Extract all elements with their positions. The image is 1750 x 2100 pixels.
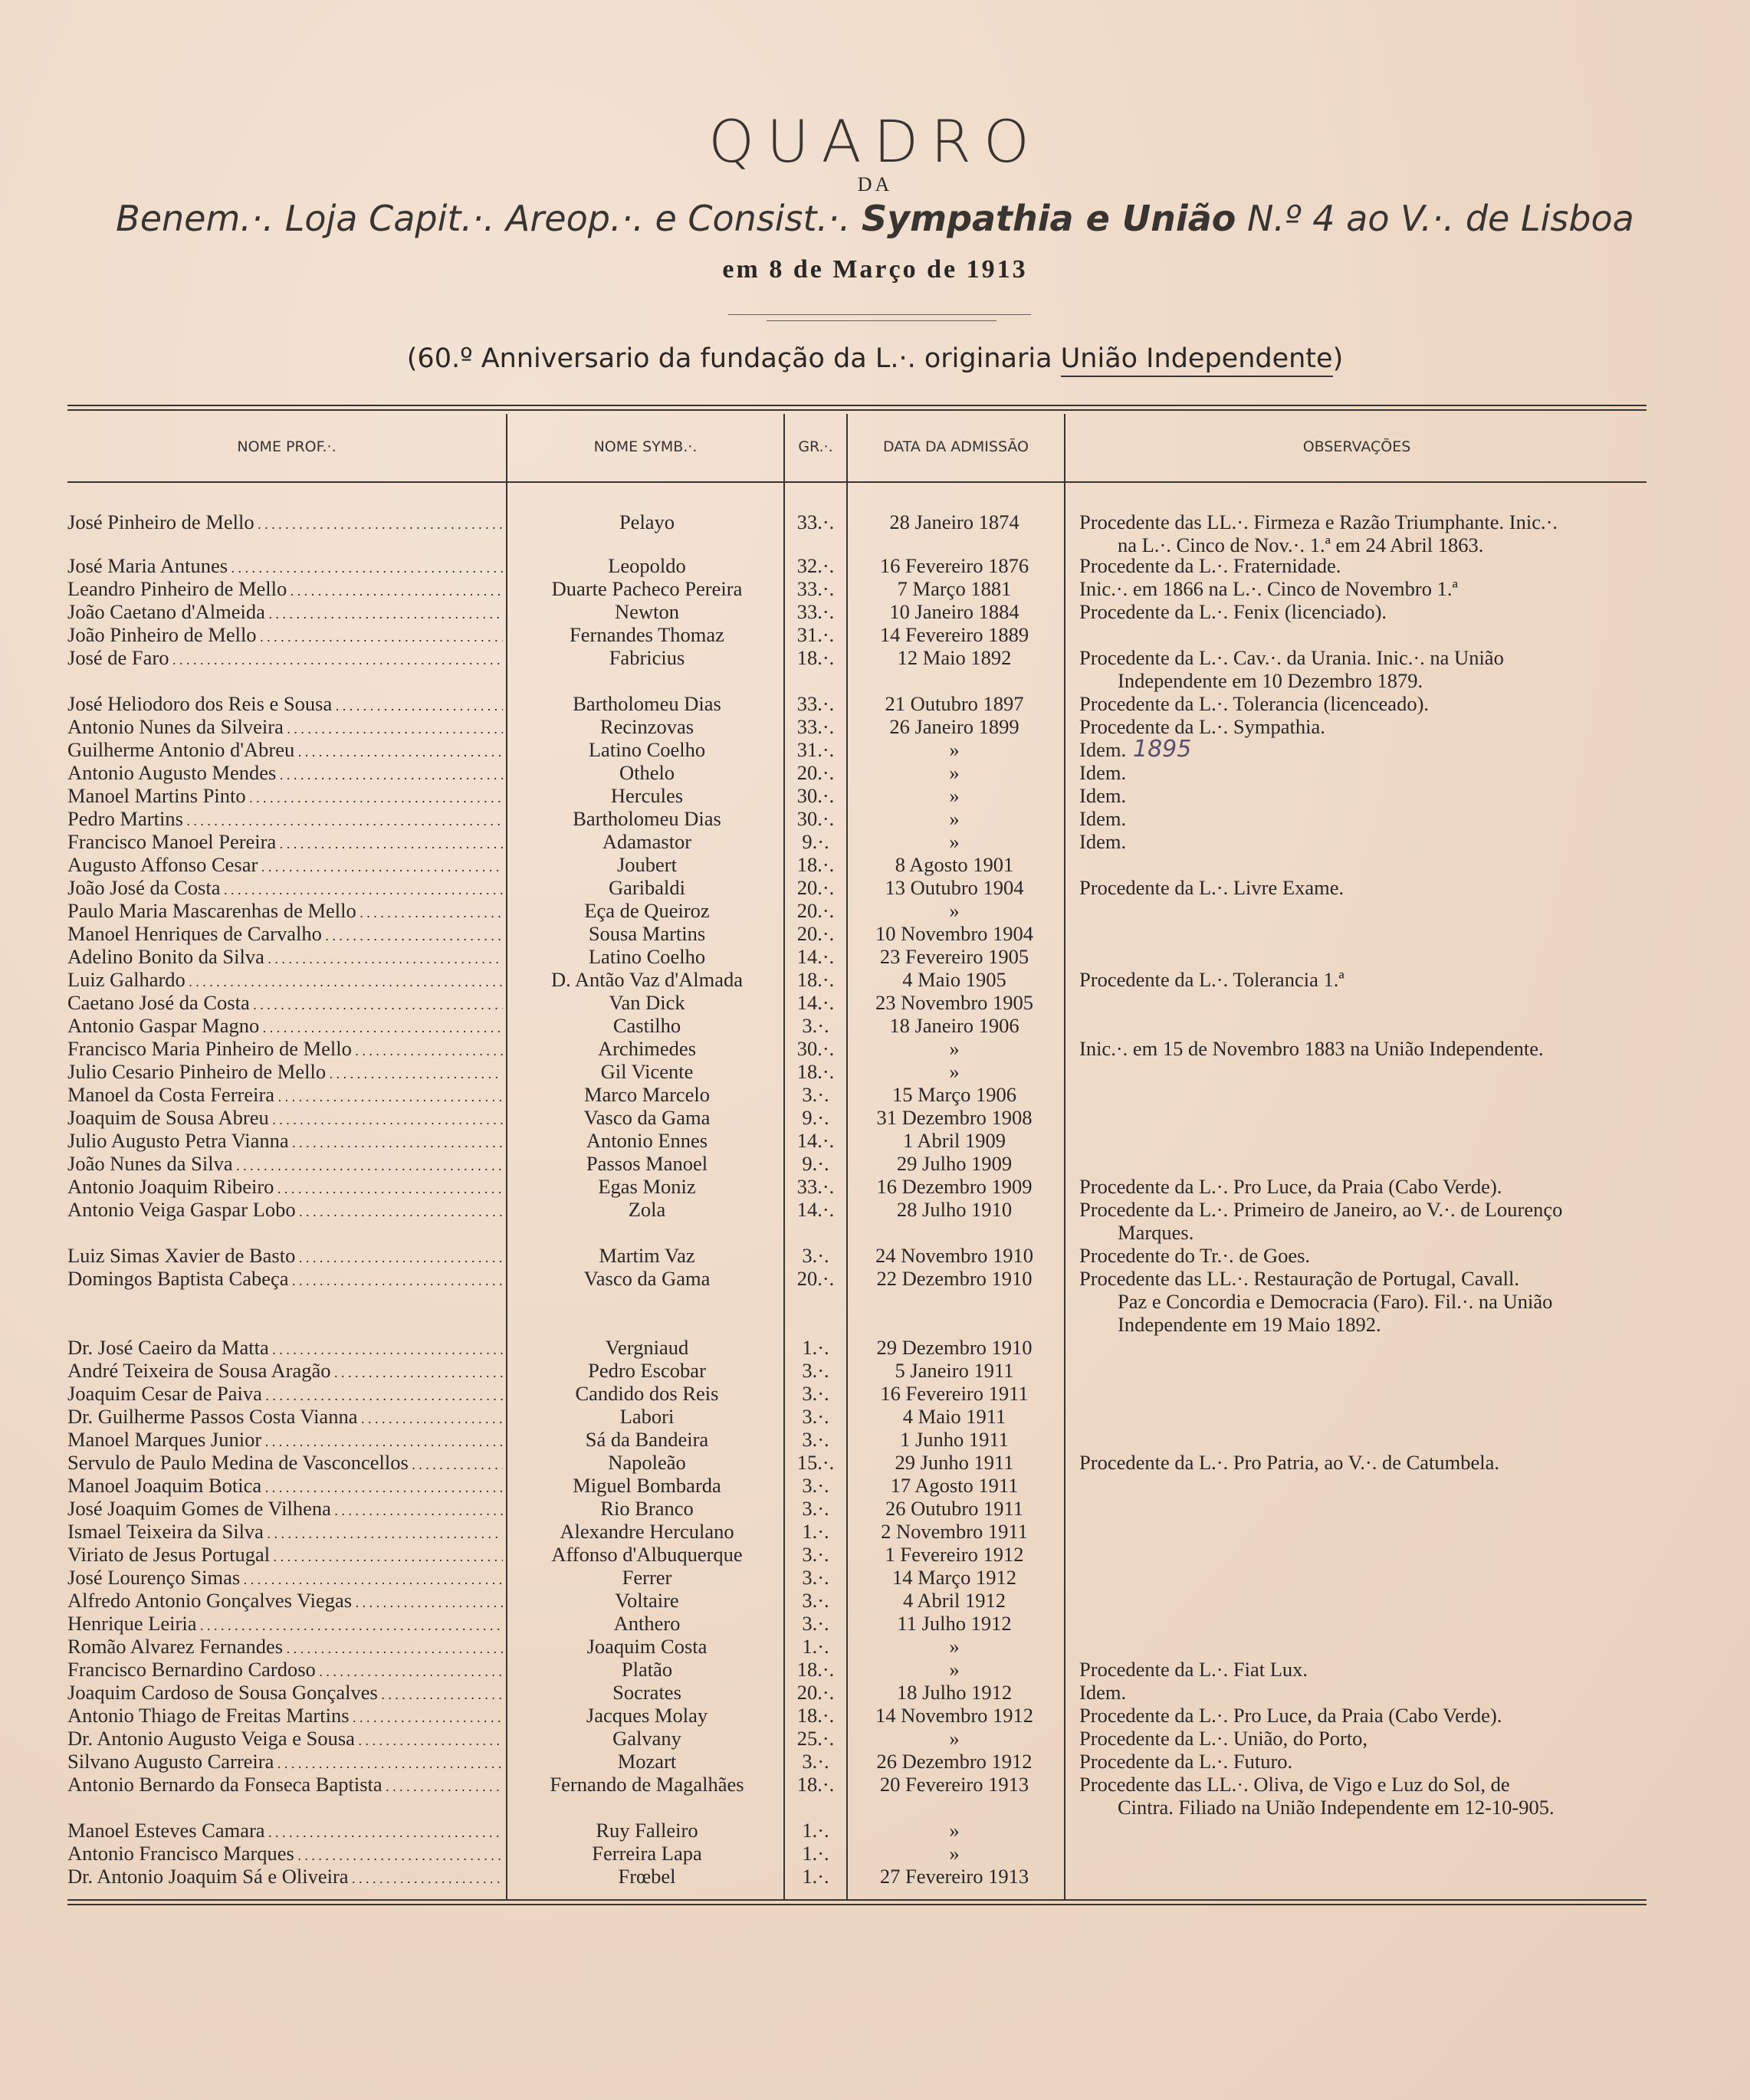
- member-admission-date: »: [949, 899, 960, 922]
- member-admission-date: 16 Fevereiro 1911: [880, 1382, 1029, 1405]
- member-degree: 20.·.: [796, 922, 835, 945]
- member-symbolic-name: Latino Coelho: [588, 945, 706, 968]
- member-admission-date: 23 Fevereiro 1905: [879, 945, 1029, 968]
- column-header-symbolic: NOME SYMB.·.: [593, 438, 698, 455]
- member-symbolic-name: Fabricius: [609, 646, 685, 669]
- member-symbolic-name: Ruy Falleiro: [596, 1819, 698, 1842]
- member-degree: 14.·.: [796, 1129, 835, 1152]
- lodge-title: [0, 198, 1750, 239]
- member-name: Manoel da Costa Ferreira . . .: [67, 1083, 503, 1108]
- member-name: Luiz Galhardo . . .: [67, 968, 503, 993]
- member-degree: 3.·.: [802, 1083, 829, 1106]
- member-symbolic-name: Fernandes Thomaz: [570, 623, 724, 646]
- member-admission-date: 10 Janeiro 1884: [889, 600, 1019, 623]
- member-admission-date: 13 Outubro 1904: [885, 876, 1024, 899]
- handwritten-note: 1895: [1133, 736, 1192, 763]
- document-date: em 8 de Março de 1913: [722, 255, 1028, 284]
- member-admission-date: 18 Julho 1912: [896, 1681, 1013, 1704]
- member-admission-date: 26 Outubro 1911: [885, 1497, 1024, 1520]
- observation-line: Procedente da L.·. Futuro.: [1079, 1750, 1293, 1773]
- member-degree: 18.·.: [796, 1704, 835, 1727]
- column-header-name: NOME PROF.·.: [237, 438, 337, 455]
- observation-line: Procedente da L.·. União, do Porto,: [1079, 1727, 1368, 1750]
- member-symbolic-name: Leopoldo: [608, 554, 686, 577]
- member-admission-date: »: [949, 1842, 960, 1865]
- member-admission-date: 14 Março 1912: [892, 1566, 1016, 1589]
- member-degree: 9.·.: [802, 830, 829, 853]
- member-symbolic-name: Ferreira Lapa: [592, 1842, 702, 1865]
- member-name: João Nunes da Silva . . .: [67, 1152, 503, 1177]
- member-admission-date: 1 Junho 1911: [900, 1428, 1009, 1451]
- member-observation: [1079, 761, 1670, 784]
- member-symbolic-name: Anthero: [613, 1612, 681, 1635]
- member-admission-date: »: [949, 1727, 960, 1750]
- member-degree: 20.·.: [796, 1681, 835, 1704]
- member-admission-date: 26 Janeiro 1899: [889, 715, 1019, 738]
- member-symbolic-name: Affonso d'Albuquerque: [551, 1543, 743, 1566]
- member-degree: 3.·.: [802, 1497, 829, 1520]
- member-degree: 3.·.: [802, 1543, 829, 1566]
- member-symbolic-name: Socrates: [612, 1681, 681, 1704]
- column-divider: [1064, 414, 1065, 1899]
- member-admission-date: 27 Fevereiro 1913: [879, 1865, 1029, 1888]
- member-admission-date: »: [949, 738, 960, 761]
- member-symbolic-name: Eça de Queiroz: [584, 899, 710, 922]
- member-admission-date: 16 Fevereiro 1876: [879, 554, 1029, 577]
- observation-line: Idem.: [1079, 1681, 1127, 1704]
- member-symbolic-name: Hercules: [610, 784, 684, 807]
- observation-line: Idem.: [1079, 761, 1127, 784]
- observation-continuation: na L.·. Cinco de Nov.·. 1.ª em 24 Abril 1863.: [1118, 533, 1484, 556]
- member-admission-date: »: [949, 784, 960, 807]
- member-observation: [1079, 510, 1670, 556]
- member-admission-date: 11 Julho 1912: [897, 1612, 1012, 1635]
- member-symbolic-name: Napoleão: [608, 1451, 686, 1474]
- member-degree: 14.·.: [796, 991, 835, 1014]
- member-name: José de Faro . . .: [67, 646, 503, 671]
- member-degree: 1.·.: [802, 1842, 829, 1865]
- anniversary-close: ): [1332, 343, 1344, 374]
- member-name: Antonio Augusto Mendes . . .: [67, 761, 503, 786]
- column-header-observations: OBSERVAÇÕES: [1302, 438, 1411, 455]
- member-degree: 31.·.: [796, 623, 835, 646]
- member-name: Paulo Maria Mascarenhas de Mello . . .: [67, 899, 503, 924]
- member-admission-date: 4 Maio 1905: [902, 968, 1006, 991]
- lodge-suffix: N.º 4 ao V.·. de Lisboa: [1246, 198, 1634, 239]
- member-symbolic-name: Garibaldi: [608, 876, 686, 899]
- member-degree: 20.·.: [796, 1267, 835, 1290]
- member-symbolic-name: Jacques Molay: [586, 1704, 708, 1727]
- member-symbolic-name: Archimedes: [597, 1037, 697, 1060]
- member-symbolic-name: Vasco da Gama: [583, 1106, 711, 1129]
- member-symbolic-name: Miguel Bombarda: [573, 1474, 721, 1497]
- member-name: Leandro Pinheiro de Mello . . .: [67, 577, 503, 602]
- member-observation: [1079, 1451, 1670, 1474]
- member-symbolic-name: D. Antão Vaz d'Almada: [550, 968, 744, 991]
- member-admission-date: 4 Maio 1911: [902, 1405, 1006, 1428]
- member-degree: 14.·.: [796, 1198, 835, 1221]
- member-symbolic-name: Bartholomeu Dias: [573, 807, 721, 830]
- table-top-rule-2: [67, 409, 1647, 411]
- observation-line: Procedente das LL.·. Restauração de Portugal, Cavall.: [1079, 1267, 1519, 1290]
- separator-rule: [728, 314, 1031, 315]
- member-observation: [1079, 1198, 1670, 1244]
- member-degree: 1.·.: [802, 1520, 829, 1543]
- member-degree: 3.·.: [802, 1566, 829, 1589]
- member-degree: 3.·.: [802, 1244, 829, 1267]
- member-symbolic-name: Joubert: [616, 853, 677, 876]
- member-symbolic-name: Mozart: [617, 1750, 677, 1773]
- member-name: Servulo de Paulo Medina de Vasconcellos . . .: [67, 1451, 503, 1476]
- observation-line: Procedente da L.·. Fiat Lux.: [1079, 1658, 1308, 1681]
- member-name: Ismael Teixeira da Silva . . .: [67, 1520, 503, 1545]
- observation-line: Procedente da L.·. Pro Luce, da Praia (Cabo Verde).: [1079, 1175, 1502, 1198]
- member-name: André Teixeira de Sousa Aragão . . .: [67, 1359, 503, 1384]
- column-header-degree: GR.·.: [798, 438, 833, 455]
- member-degree: 3.·.: [802, 1428, 829, 1451]
- member-name: Antonio Veiga Gaspar Lobo . . .: [67, 1198, 503, 1223]
- member-symbolic-name: Galvany: [612, 1727, 681, 1750]
- member-admission-date: 28 Julho 1910: [896, 1198, 1013, 1221]
- member-name: Antonio Bernardo da Fonseca Baptista . . .: [67, 1773, 503, 1798]
- member-observation: [1079, 1750, 1670, 1773]
- member-observation: [1079, 1773, 1670, 1819]
- title-connector: DA: [857, 173, 893, 195]
- column-header-admission: DATA DA ADMISSÃO: [882, 438, 1029, 455]
- member-symbolic-name: Recinzovas: [599, 715, 694, 738]
- member-observation: [1079, 876, 1670, 899]
- member-symbolic-name: Newton: [615, 600, 679, 623]
- member-admission-date: 22 Dezembro 1910: [876, 1267, 1033, 1290]
- member-symbolic-name: Alexandre Herculano: [560, 1520, 734, 1543]
- observation-line: Procedente da L.·. Tolerancia (licenceado).: [1079, 692, 1430, 715]
- member-name: Romão Alvarez Fernandes . . .: [67, 1635, 503, 1660]
- member-degree: 20.·.: [796, 761, 835, 784]
- observation-continuation: Cintra. Filiado na União Independente em 12-10-905.: [1118, 1796, 1555, 1819]
- observation-line: Procedente da L.·. Sympathia.: [1079, 715, 1325, 738]
- member-degree: 30.·.: [796, 1037, 835, 1060]
- member-degree: 18.·.: [796, 1658, 835, 1681]
- member-admission-date: 21 Outubro 1897: [885, 692, 1024, 715]
- member-degree: 32.·.: [796, 554, 835, 577]
- member-name: Silvano Augusto Carreira . . .: [67, 1750, 503, 1775]
- member-symbolic-name: Rio Branco: [600, 1497, 694, 1520]
- member-admission-date: 29 Julho 1909: [896, 1152, 1013, 1175]
- lodge-name: Sympathia e União: [862, 198, 1236, 239]
- member-admission-date: »: [949, 1819, 960, 1842]
- member-degree: 3.·.: [802, 1750, 829, 1773]
- member-degree: 30.·.: [796, 784, 835, 807]
- member-symbolic-name: Vasco da Gama: [583, 1267, 711, 1290]
- member-admission-date: 24 Novembro 1910: [875, 1244, 1034, 1267]
- member-observation: [1079, 554, 1670, 577]
- member-degree: 3.·.: [802, 1014, 829, 1037]
- member-observation: [1079, 1037, 1670, 1060]
- member-name: João José da Costa . . .: [67, 876, 503, 901]
- member-symbolic-name: Marco Marcelo: [583, 1083, 711, 1106]
- member-admission-date: 20 Fevereiro 1913: [879, 1773, 1029, 1796]
- member-admission-date: 1 Fevereiro 1912: [885, 1543, 1024, 1566]
- member-observation: [1079, 968, 1670, 991]
- member-admission-date: »: [949, 761, 960, 784]
- member-degree: 14.·.: [796, 945, 835, 968]
- member-observation: [1079, 1727, 1670, 1750]
- member-name: João Caetano d'Almeida . . .: [67, 600, 503, 625]
- member-observation: [1079, 1175, 1670, 1198]
- observation-line: Procedente da L.·. Fenix (licenciado).: [1079, 600, 1387, 623]
- member-observation: [1079, 1267, 1670, 1336]
- member-name: Antonio Nunes da Silveira . . .: [67, 715, 503, 740]
- member-degree: 18.·.: [796, 1773, 835, 1796]
- member-observation: [1079, 1244, 1670, 1267]
- member-degree: 31.·.: [796, 738, 835, 761]
- observation-line: Inic.·. em 15 de Novembro 1883 na União Independente.: [1079, 1037, 1544, 1060]
- column-divider: [506, 414, 507, 1899]
- member-admission-date: 8 Agosto 1901: [895, 853, 1014, 876]
- member-admission-date: 28 Janeiro 1874: [889, 510, 1019, 533]
- member-name: Manoel Henriques de Carvalho . . .: [67, 922, 503, 947]
- member-name: Francisco Manoel Pereira . . .: [67, 830, 503, 855]
- member-degree: 3.·.: [802, 1612, 829, 1635]
- member-symbolic-name: Castilho: [612, 1014, 681, 1037]
- member-name: José Lourenço Simas . . .: [67, 1566, 503, 1591]
- member-admission-date: 29 Dezembro 1910: [876, 1336, 1033, 1359]
- member-symbolic-name: Sá da Bandeira: [585, 1428, 709, 1451]
- member-name: Antonio Gaspar Magno . . .: [67, 1014, 503, 1039]
- member-degree: 20.·.: [796, 876, 835, 899]
- member-symbolic-name: Zola: [628, 1198, 666, 1221]
- member-symbolic-name: Bartholomeu Dias: [573, 692, 721, 715]
- member-name: Alfredo Antonio Gonçalves Viegas . . .: [67, 1589, 503, 1614]
- member-degree: 18.·.: [796, 853, 835, 876]
- member-name: Joaquim Cesar de Paiva . . .: [67, 1382, 503, 1407]
- member-name: Henrique Leiria . . .: [67, 1612, 503, 1637]
- member-name: Dr. Antonio Joaquim Sá e Oliveira . . .: [67, 1865, 503, 1890]
- member-observation: [1079, 646, 1670, 692]
- observation-line: Idem.: [1079, 784, 1127, 807]
- member-symbolic-name: Antonio Ennes: [586, 1129, 708, 1152]
- member-name: Julio Augusto Petra Vianna . . .: [67, 1129, 503, 1154]
- member-admission-date: 26 Dezembro 1912: [876, 1750, 1033, 1773]
- observation-continuation: Paz e Concordia e Democracia (Faro). Fil.·. na União: [1118, 1290, 1553, 1313]
- observation-continuation: Marques.: [1118, 1221, 1194, 1244]
- member-symbolic-name: Adamastor: [602, 830, 692, 853]
- member-admission-date: 4 Abril 1912: [903, 1589, 1006, 1612]
- member-symbolic-name: Ferrer: [622, 1566, 672, 1589]
- member-degree: 15.·.: [796, 1451, 835, 1474]
- member-admission-date: 14 Novembro 1912: [875, 1704, 1034, 1727]
- member-admission-date: 7 Março 1881: [897, 577, 1012, 600]
- member-degree: 3.·.: [802, 1405, 829, 1428]
- member-degree: 20.·.: [796, 899, 835, 922]
- member-name: Francisco Maria Pinheiro de Mello . . .: [67, 1037, 503, 1062]
- member-symbolic-name: Passos Manoel: [586, 1152, 708, 1175]
- member-degree: 18.·.: [796, 646, 835, 669]
- member-degree: 30.·.: [796, 807, 835, 830]
- member-admission-date: 10 Novembro 1904: [875, 922, 1034, 945]
- member-degree: 33.·.: [796, 577, 835, 600]
- member-admission-date: 31 Dezembro 1908: [876, 1106, 1033, 1129]
- header-bottom-rule: [67, 481, 1647, 483]
- member-admission-date: 18 Janeiro 1906: [889, 1014, 1019, 1037]
- member-admission-date: 29 Junho 1911: [895, 1451, 1014, 1474]
- member-symbolic-name: Van Dick: [609, 991, 685, 1014]
- member-symbolic-name: Candido dos Reis: [575, 1382, 719, 1405]
- member-degree: 1.·.: [802, 1336, 829, 1359]
- member-degree: 9.·.: [802, 1152, 829, 1175]
- observation-line: Procedente da L.·. Primeiro de Janeiro, ao V.·. de Lourenço: [1079, 1198, 1563, 1221]
- member-symbolic-name: Sousa Martins: [588, 922, 706, 945]
- member-admission-date: 17 Agosto 1911: [890, 1474, 1019, 1497]
- member-name: Viriato de Jesus Portugal . . .: [67, 1543, 503, 1568]
- member-name: Luiz Simas Xavier de Basto . . .: [67, 1244, 503, 1269]
- observation-line: Procedente do Tr.·. de Goes.: [1079, 1244, 1311, 1267]
- member-degree: 9.·.: [802, 1106, 829, 1129]
- member-name: Pedro Martins . . .: [67, 807, 503, 832]
- member-symbolic-name: Pelayo: [619, 510, 675, 533]
- member-name: José Joaquim Gomes de Vilhena . . .: [67, 1497, 503, 1522]
- member-degree: 3.·.: [802, 1359, 829, 1382]
- member-admission-date: 1 Abril 1909: [903, 1129, 1006, 1152]
- table-bottom-rule-2: [67, 1904, 1647, 1905]
- observation-line: Procedente da L.·. Livre Exame.: [1079, 876, 1345, 899]
- member-symbolic-name: Voltaire: [615, 1589, 679, 1612]
- member-degree: 1.·.: [802, 1819, 829, 1842]
- member-observation: [1079, 1658, 1670, 1681]
- member-degree: 33.·.: [796, 510, 835, 533]
- member-symbolic-name: Gil Vicente: [600, 1060, 694, 1083]
- member-admission-date: »: [949, 1635, 960, 1658]
- member-admission-date: »: [949, 1037, 960, 1060]
- member-name: Francisco Bernardino Cardoso . . .: [67, 1658, 503, 1683]
- member-admission-date: 16 Dezembro 1909: [876, 1175, 1033, 1198]
- observation-line: Procedente da L.·. Fraternidade.: [1079, 554, 1341, 577]
- member-name: Augusto Affonso Cesar . . .: [67, 853, 503, 878]
- member-admission-date: 15 Março 1906: [892, 1083, 1016, 1106]
- member-name: Dr. Antonio Augusto Veiga e Sousa . . .: [67, 1727, 503, 1752]
- member-admission-date: »: [949, 1658, 960, 1681]
- member-degree: 25.·.: [796, 1727, 835, 1750]
- member-admission-date: 12 Maio 1892: [897, 646, 1012, 669]
- member-name: João Pinheiro de Mello . . .: [67, 623, 503, 648]
- observation-line: Inic.·. em 1866 na L.·. Cinco de Novembro 1.ª: [1079, 577, 1458, 600]
- member-name: Adelino Bonito da Silva . . .: [67, 945, 503, 970]
- observation-line: Idem.: [1079, 830, 1127, 853]
- table-bottom-rule: [67, 1899, 1647, 1901]
- member-name: Manoel Esteves Camara . . .: [67, 1819, 503, 1844]
- anniversary-text: (60.º Anniversario da fundação da L.·. originaria: [406, 343, 1052, 374]
- member-degree: 18.·.: [796, 968, 835, 991]
- member-name: Antonio Francisco Marques . . .: [67, 1842, 503, 1867]
- anniversary-lodge: União Independente: [1061, 343, 1333, 377]
- member-observation: [1079, 577, 1670, 600]
- member-admission-date: 14 Fevereiro 1889: [879, 623, 1029, 646]
- member-symbolic-name: Duarte Pacheco Pereira: [551, 577, 743, 600]
- member-admission-date: 2 Novembro 1911: [881, 1520, 1028, 1543]
- member-name: José Heliodoro dos Reis e Sousa . . .: [67, 692, 503, 717]
- member-observation: [1079, 1681, 1670, 1704]
- member-symbolic-name: Vergniaud: [605, 1336, 689, 1359]
- lodge-prefix: Benem.·. Loja Capit.·. Areop.·. e Consist.·.: [116, 198, 851, 239]
- member-degree: 3.·.: [802, 1474, 829, 1497]
- observation-line: Idem.: [1079, 738, 1127, 761]
- observation-line: Procedente da L.·. Tolerancia 1.ª: [1079, 968, 1345, 991]
- document-title: QUADRO: [708, 107, 1042, 176]
- member-name: Joaquim de Sousa Abreu . . .: [67, 1106, 503, 1131]
- member-name: Manoel Martins Pinto . . .: [67, 784, 503, 809]
- member-observation: [1079, 600, 1670, 623]
- member-degree: 3.·.: [802, 1382, 829, 1405]
- member-name: Guilherme Antonio d'Abreu . . .: [67, 738, 503, 763]
- observation-line: Procedente da L.·. Pro Patria, ao V.·. de Catumbela.: [1079, 1451, 1500, 1474]
- member-name: José Pinheiro de Mello . . .: [67, 510, 503, 536]
- member-symbolic-name: Pedro Escobar: [588, 1359, 706, 1382]
- member-name: Domingos Baptista Cabeça . . .: [67, 1267, 503, 1292]
- member-name: Manoel Marques Junior . . .: [67, 1428, 503, 1453]
- member-observation: [1079, 830, 1670, 853]
- member-name: Julio Cesario Pinheiro de Mello . . .: [67, 1060, 503, 1085]
- member-admission-date: 5 Janeiro 1911: [895, 1359, 1014, 1382]
- member-degree: 18.·.: [796, 1060, 835, 1083]
- member-symbolic-name: Martim Vaz: [599, 1244, 695, 1267]
- observation-line: Procedente das LL.·. Firmeza e Razão Triumphante. Inic.·.: [1079, 510, 1558, 533]
- member-degree: 3.·.: [802, 1589, 829, 1612]
- member-admission-date: »: [949, 807, 960, 830]
- member-symbolic-name: Frœbel: [618, 1865, 676, 1888]
- member-name: Joaquim Cardoso de Sousa Gonçalves . . .: [67, 1681, 503, 1706]
- member-name: Dr. José Caeiro da Matta . . .: [67, 1336, 503, 1361]
- member-observation: [1079, 692, 1670, 715]
- member-symbolic-name: Joaquim Costa: [586, 1635, 708, 1658]
- member-admission-date: »: [949, 1060, 960, 1083]
- member-admission-date: »: [949, 830, 960, 853]
- observation-line: Idem.: [1079, 807, 1127, 830]
- member-symbolic-name: Othelo: [619, 761, 675, 784]
- member-observation: [1079, 807, 1670, 830]
- anniversary-line: [0, 343, 1750, 374]
- observation-continuation: Independente em 10 Dezembro 1879.: [1118, 669, 1423, 692]
- separator-rule-short: [767, 320, 996, 321]
- table-top-rule: [67, 405, 1647, 406]
- member-observation: [1079, 715, 1670, 738]
- member-degree: 33.·.: [796, 600, 835, 623]
- member-observation: [1079, 784, 1670, 807]
- member-symbolic-name: Fernando de Magalhães: [550, 1773, 744, 1796]
- member-observation: [1079, 1704, 1670, 1727]
- member-name: Caetano José da Costa . . .: [67, 991, 503, 1016]
- member-name: Antonio Thiago de Freitas Martins . . .: [67, 1704, 503, 1729]
- member-degree: 33.·.: [796, 692, 835, 715]
- member-degree: 33.·.: [796, 715, 835, 738]
- observation-continuation: Independente em 19 Maio 1892.: [1118, 1313, 1381, 1336]
- member-name: Dr. Guilherme Passos Costa Vianna . . .: [67, 1405, 503, 1430]
- member-symbolic-name: Egas Moniz: [598, 1175, 696, 1198]
- member-degree: 1.·.: [802, 1865, 829, 1888]
- member-admission-date: 23 Novembro 1905: [875, 991, 1034, 1014]
- member-symbolic-name: Labori: [619, 1405, 675, 1428]
- observation-line: Procedente da L.·. Cav.·. da Urania. Inic.·. na União: [1079, 646, 1504, 669]
- observation-line: Procedente da L.·. Pro Luce, da Praia (Cabo Verde).: [1079, 1704, 1502, 1727]
- member-symbolic-name: Platão: [621, 1658, 673, 1681]
- member-name: José Maria Antunes . . .: [67, 554, 503, 579]
- member-name: Antonio Joaquim Ribeiro . . .: [67, 1175, 503, 1200]
- observation-line: Procedente das LL.·. Oliva, de Vigo e Luz do Sol, de: [1079, 1773, 1510, 1796]
- member-degree: 33.·.: [796, 1175, 835, 1198]
- member-name: Manoel Joaquim Botica . . .: [67, 1474, 503, 1499]
- member-degree: 1.·.: [802, 1635, 829, 1658]
- member-symbolic-name: Latino Coelho: [588, 738, 706, 761]
